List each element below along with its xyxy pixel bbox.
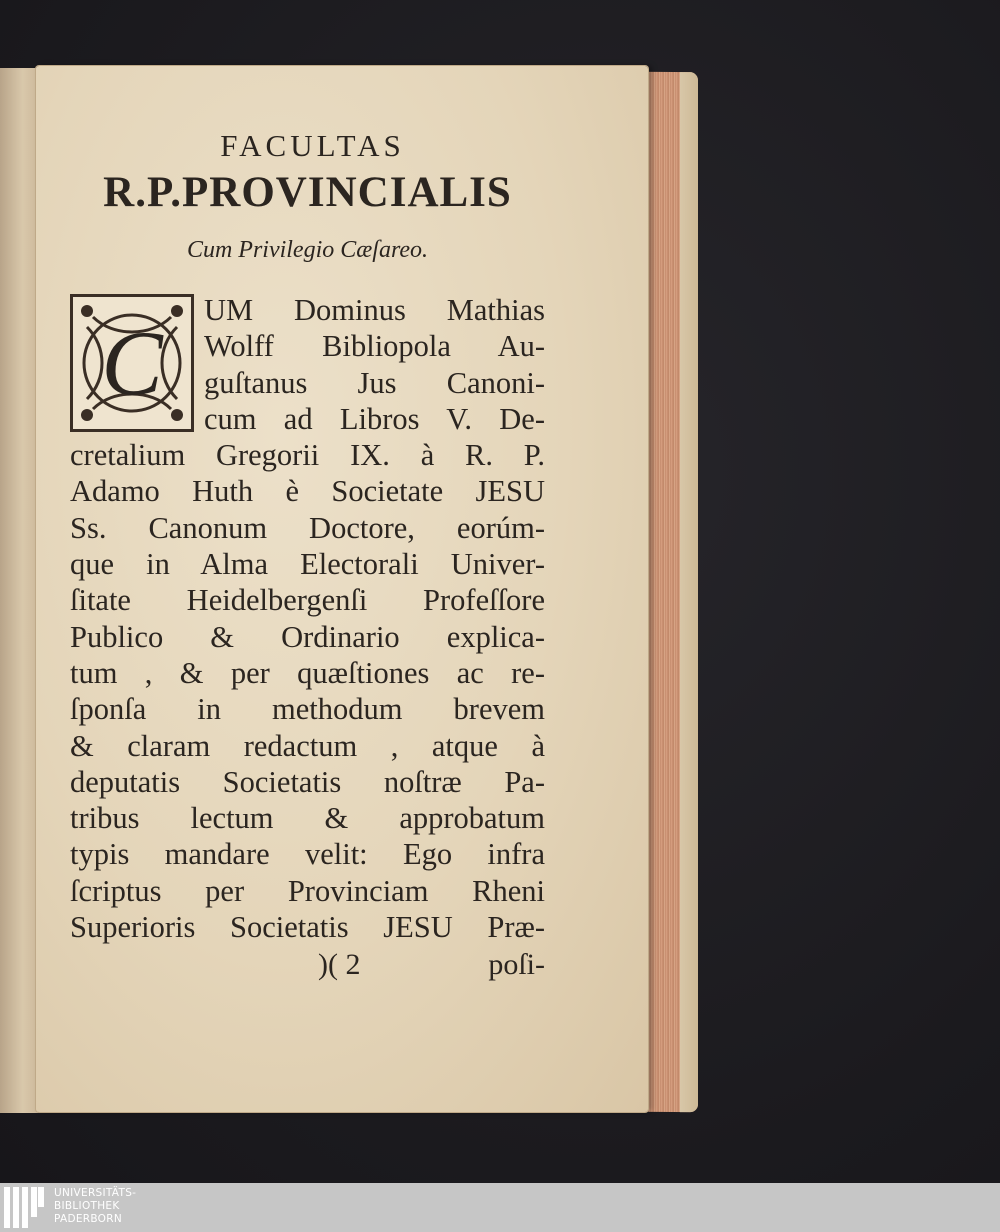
book-page — [36, 66, 648, 1112]
text-line: Wolff Bibliopola Au- — [204, 329, 545, 364]
library-name — [54, 1187, 136, 1226]
left-page-edge — [0, 68, 40, 1113]
text-line: Adamo Huth è Societate JESU — [70, 474, 545, 509]
page-footer — [70, 947, 545, 987]
text-line: Publico & Ordinario explica- — [70, 619, 545, 654]
signature-mark: )( 2 — [318, 948, 361, 982]
page-title-line2: R.P.PROVINCIALIS — [103, 169, 512, 216]
library-name-line3: PADERBORN — [54, 1213, 122, 1225]
text-line: que in Alma Electorali Univer- — [70, 547, 545, 582]
text-line: Ss. Canonum Doctore, eorúm- — [70, 510, 545, 545]
library-banner — [0, 1183, 1000, 1232]
text-line: tribus lectum & approbatum — [70, 801, 545, 836]
text-line: UM Dominus Mathias — [204, 293, 545, 327]
book-fore-edge — [640, 72, 698, 1113]
text-line: Superioris Societatis JESU Præ- — [70, 910, 545, 945]
page-title-line1: FACULTAS — [220, 128, 405, 163]
text-line: typis mandare velit: Ego infra — [70, 837, 545, 872]
page-text-block — [70, 128, 545, 987]
text-line: & claram redactum , atque à — [70, 728, 545, 763]
text-line: ſponſa in methodum brevem — [70, 692, 545, 727]
library-name-line2: BIBLIOTHEK — [54, 1200, 120, 1212]
text-line: ſitate Heidelbergenſi Profeſſore — [70, 583, 545, 618]
text-line: tum , & per quæſtiones ac re- — [70, 655, 545, 690]
text-line: ſcriptus per Provinciam Rheni — [70, 873, 545, 908]
text-line: cum ad Libros V. De- — [204, 401, 545, 436]
initial-letter: C — [101, 311, 163, 414]
text-line: deputatis Societatis noſtræ Pa- — [70, 764, 545, 799]
decorated-initial — [70, 294, 194, 432]
text-line: guſtanus Jus Canoni- — [204, 365, 545, 400]
text-line: cretalium Gregorii IX. à R. P. — [70, 438, 545, 473]
library-name-line1: UNIVERSITÄTS- — [54, 1187, 137, 1199]
page-subtitle: Cum Privilegio Cæſareo. — [186, 237, 429, 263]
catchword: poſi- — [488, 948, 545, 982]
page-body — [70, 292, 545, 987]
library-logo-icon — [4, 1187, 44, 1228]
